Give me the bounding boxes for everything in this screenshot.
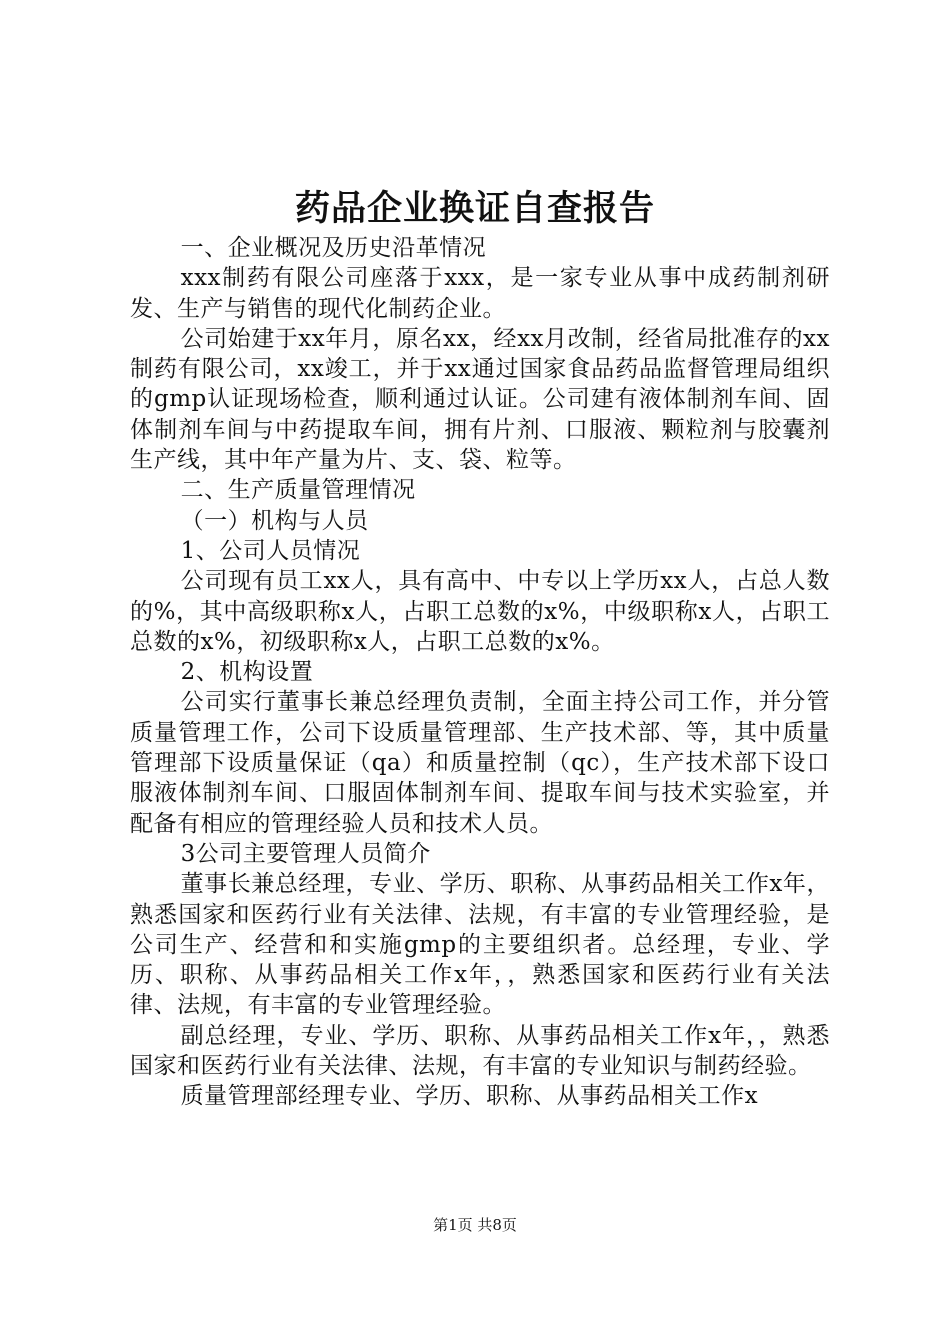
- paragraph-quality-manager: 质量管理部经理专业、学历、职称、从事药品相关工作x: [180, 1083, 759, 1110]
- paragraph-staff: 公司现有员工xx人，具有高中、中专以上学历xx人，占总人数的%，其中高级职称x人，占职工总数的x%，中级职称x人，占职工总数的x%，初级职称x人，占职工总数的x%。: [130, 568, 830, 655]
- paragraph-chairman: 董事长兼总经理，专业、学历、职称、从事药品相关工作x年，熟悉国家和医药行业有关法律、法规，有丰富的专业管理经验，是公司生产、经营和和实施gmp的主要组织者。总经理，专业、学历、职称、从事药品相关工作x年，，熟悉国家和医药行业有关法律、法规，有丰富的专业管理经验。: [130, 871, 830, 1019]
- page-footer: 第1页 共8页: [433, 1216, 517, 1234]
- document-title: 药品企业换证自查报告: [294, 188, 655, 229]
- document-body: [130, 233, 830, 1112]
- item-heading-staff: 1、公司人员情况: [180, 537, 361, 564]
- paragraph-company-intro: xxx制药有限公司座落于xxx，是一家专业从事中成药制剂研发、生产与销售的现代化制药企业。: [130, 265, 830, 322]
- section-heading-quality: 二、生产质量管理情况: [180, 477, 416, 504]
- section-heading-overview: 一、企业概况及历史沿革情况: [180, 235, 487, 261]
- item-heading-management: 3公司主要管理人员简介: [180, 840, 431, 867]
- paragraph-company-history: 公司始建于xx年月，原名xx，经xx月改制，经省局批准存的xx制药有限公司，xx竣工，并于xx通过国家食品药品监督管理局组织的gmp认证现场检查，顺利通过认证。公司建有液体制剂车间、固体制剂车间与中药提取车间，拥有片剂、口服液、颗粒剂与胶囊剂生产线，其中年产量为片、支、袋、粒等。: [130, 325, 830, 474]
- paragraph-structure: 公司实行董事长兼总经理负责制，全面主持公司工作，并分管质量管理工作，公司下设质量管理部、生产技术部、等，其中质量管理部下设质量保证（qa）和质量控制（qc），生产技术部下设口服液体制剂车间、口服固体制剂车间、提取车间与技术实验室，并配备有相应的管理经验人员和技术人员。: [130, 689, 830, 837]
- item-heading-structure: 2、机构设置: [180, 659, 314, 686]
- paragraph-vice-manager: 副总经理，专业、学历、职称、从事药品相关工作x年，，熟悉国家和医药行业有关法律、法规，有丰富的专业知识与制药经验。: [130, 1022, 830, 1080]
- subsection-heading-organization: （一）机构与人员: [180, 507, 369, 534]
